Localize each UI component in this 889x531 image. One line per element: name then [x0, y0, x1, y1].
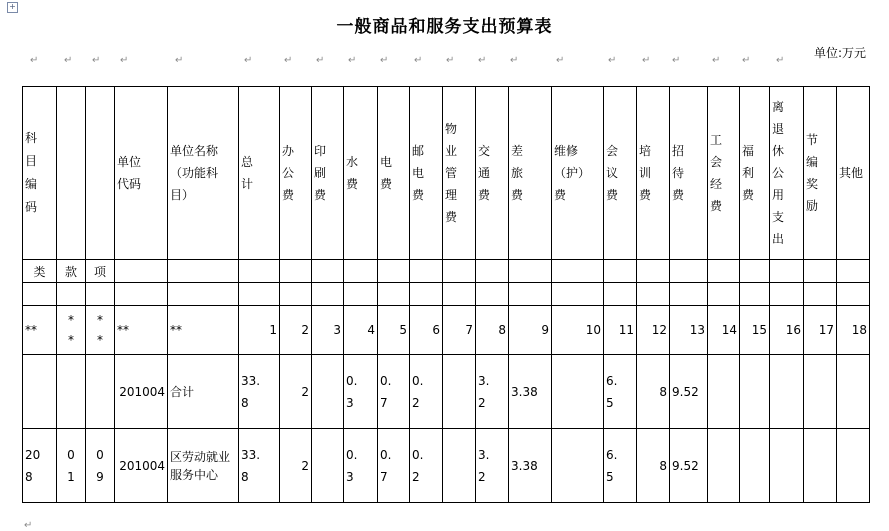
header-training: 培训费	[637, 87, 670, 260]
header-row	[23, 87, 870, 260]
header-unit-name: 单位名称（功能科目）	[168, 87, 239, 260]
index-cell: 9	[509, 306, 552, 355]
index-cell: 5	[378, 306, 410, 355]
index-cell: **	[115, 306, 168, 355]
item-unit-name: 区劳动就业服务中心	[168, 429, 239, 503]
header-office: 办公费	[280, 87, 312, 260]
header-postal: 邮电费	[410, 87, 443, 260]
item-travel: 3.38	[509, 429, 552, 503]
index-cell: 1	[239, 306, 280, 355]
header-meeting: 会议费	[604, 87, 637, 260]
header-blank-kuan	[57, 87, 86, 260]
total-transport: 3.2	[476, 355, 509, 429]
header-blank-xiang	[86, 87, 115, 260]
header-saving-award: 节编奖励	[804, 87, 837, 260]
item-hospitality: 9.52	[670, 429, 708, 503]
index-row	[23, 306, 870, 355]
header-hospitality: 招待费	[670, 87, 708, 260]
item-lei: 208	[23, 429, 57, 503]
header-retirement: 离退休公用支出	[770, 87, 804, 260]
index-cell: 8	[476, 306, 509, 355]
header-travel: 差旅费	[509, 87, 552, 260]
index-cell: 17	[804, 306, 837, 355]
item-electricity: 0.7	[378, 429, 410, 503]
item-transport: 3.2	[476, 429, 509, 503]
index-cell: 4	[344, 306, 378, 355]
subheader-kuan: 款	[57, 260, 86, 283]
index-cell: **	[168, 306, 239, 355]
subheader-xiang: 项	[86, 260, 115, 283]
total-water: 0.3	[344, 355, 378, 429]
header-code-group: 科目编码	[23, 87, 57, 260]
index-cell: 2	[280, 306, 312, 355]
item-total: 33.8	[239, 429, 280, 503]
unit-label: 单位:万元	[814, 46, 867, 60]
index-cell: 6	[410, 306, 443, 355]
header-union: 工会经费	[708, 87, 740, 260]
header-transport: 交通费	[476, 87, 509, 260]
index-cell: 18	[837, 306, 870, 355]
index-cell: 14	[708, 306, 740, 355]
index-cell: 15	[740, 306, 770, 355]
item-row	[23, 429, 870, 503]
item-postal: 0.2	[410, 429, 443, 503]
total-electricity: 0.7	[378, 355, 410, 429]
total-training: 8	[637, 355, 670, 429]
total-unit-name: 合计	[168, 355, 239, 429]
subheader-lei: 类	[23, 260, 57, 283]
item-office: 2	[280, 429, 312, 503]
budget-table	[22, 86, 870, 503]
header-unit-code: 单位代码	[115, 87, 168, 260]
item-kuan: 01	[57, 429, 86, 503]
index-cell: **	[57, 306, 86, 355]
index-cell: 10	[552, 306, 604, 355]
header-other: 其他	[837, 87, 870, 260]
index-cell: 13	[670, 306, 708, 355]
header-property: 物业管理费	[443, 87, 476, 260]
total-office: 2	[280, 355, 312, 429]
item-xiang: 09	[86, 429, 115, 503]
total-postal: 0.2	[410, 355, 443, 429]
header-water: 水费	[344, 87, 378, 260]
item-unit-code: 201004	[115, 429, 168, 503]
subheader-row	[23, 260, 870, 283]
item-water: 0.3	[344, 429, 378, 503]
total-unit-code: 201004	[115, 355, 168, 429]
item-training: 8	[637, 429, 670, 503]
index-cell: 12	[637, 306, 670, 355]
header-total: 总计	[239, 87, 280, 260]
total-travel: 3.38	[509, 355, 552, 429]
item-meeting: 6.5	[604, 429, 637, 503]
header-maintenance: 维修（护）费	[552, 87, 604, 260]
header-welfare: 福利费	[740, 87, 770, 260]
index-cell: 16	[770, 306, 804, 355]
index-cell: **	[86, 306, 115, 355]
total-row	[23, 355, 870, 429]
index-cell: **	[23, 306, 57, 355]
table-anchor-icon[interactable]: +	[7, 2, 18, 13]
page-title: 一般商品和服务支出预算表	[336, 17, 553, 37]
index-cell: 3	[312, 306, 344, 355]
index-cell: 11	[604, 306, 637, 355]
total-hospitality: 9.52	[670, 355, 708, 429]
paragraph-mark: ↵	[24, 520, 33, 531]
blank-row	[23, 283, 870, 306]
total-total: 33.8	[239, 355, 280, 429]
index-cell: 7	[443, 306, 476, 355]
header-electricity: 电费	[378, 87, 410, 260]
paragraph-marks-row: ↵ ↵ ↵ ↵ ↵ ↵ ↵ ↵ ↵ ↵ ↵ ↵ ↵ ↵ ↵ ↵ ↵ ↵ ↵ ↵ ↵	[30, 55, 785, 66]
total-meeting: 6.5	[604, 355, 637, 429]
header-printing: 印刷费	[312, 87, 344, 260]
